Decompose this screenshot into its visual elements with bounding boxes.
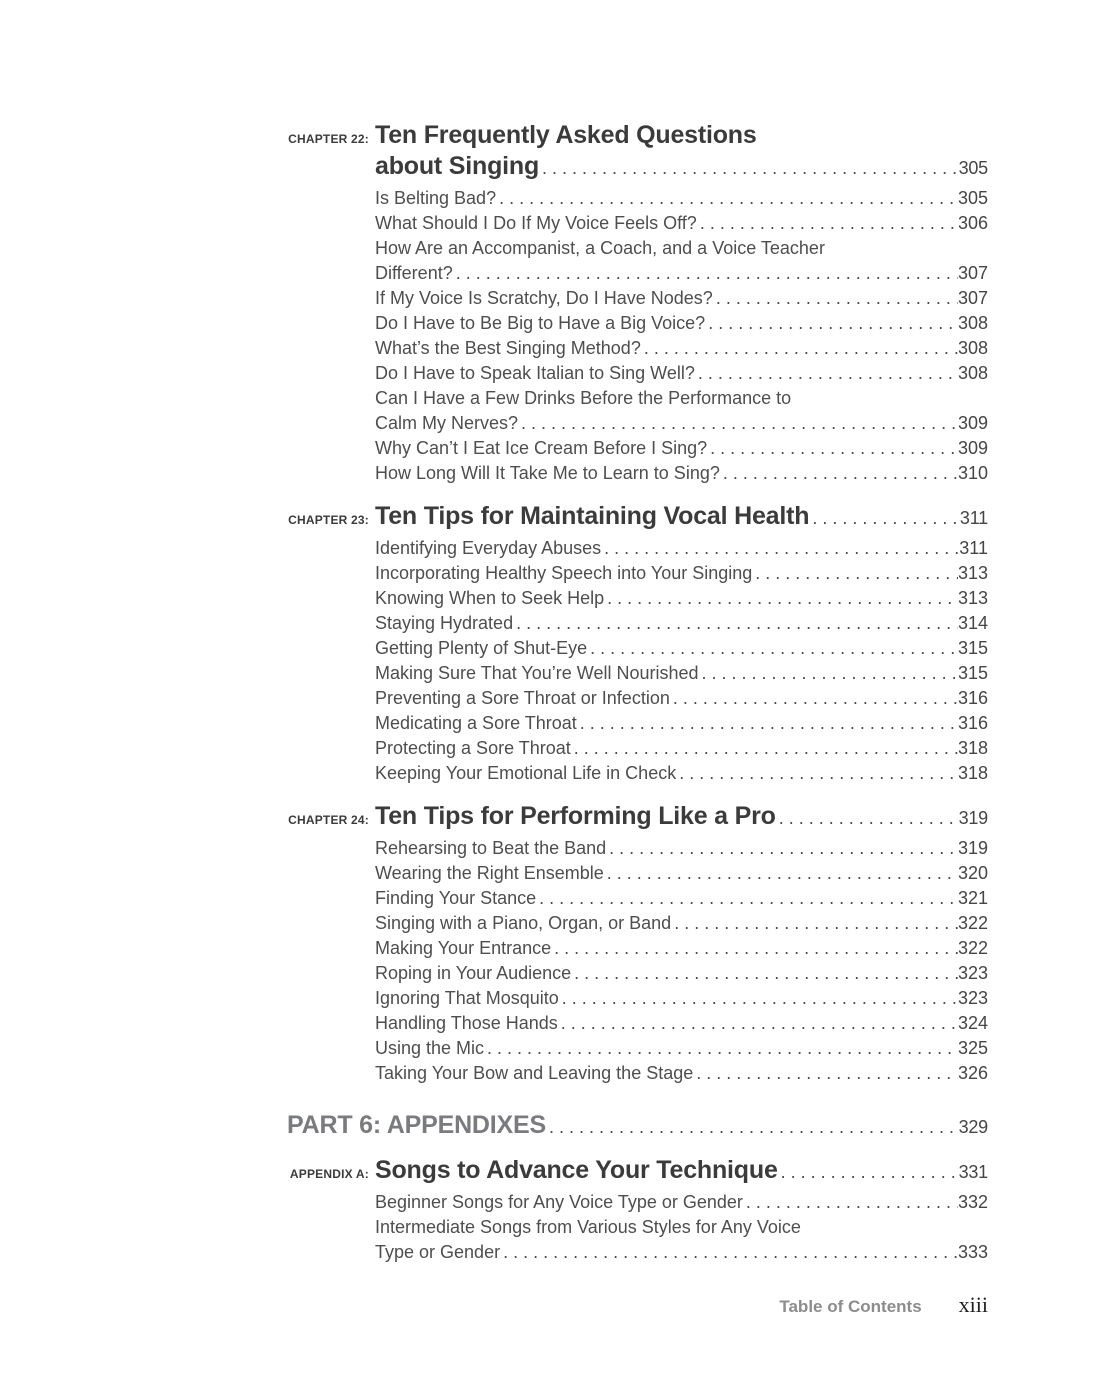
page-number: 322 [957, 938, 988, 958]
page-number: 305 [957, 188, 988, 208]
entry-line [375, 1240, 988, 1265]
dot-leader [778, 1160, 959, 1185]
toc-entry [375, 886, 988, 911]
entry-line [375, 461, 988, 486]
section-title-text: about Singing [375, 152, 540, 180]
section-label: APPENDIX A: [289, 1167, 369, 1181]
entry-title: Knowing When to Seek Help [375, 588, 605, 608]
page-number: 320 [957, 863, 988, 883]
entry-title: Can I Have a Few Drinks Before the Performance to [375, 388, 792, 408]
page-number: 324 [957, 1013, 988, 1033]
dot-leader [776, 806, 959, 831]
entry-line [375, 986, 988, 1011]
dot-leader [705, 311, 958, 336]
dot-leader [752, 561, 958, 586]
dot-leader [707, 436, 958, 461]
entry-title: Do I Have to Speak Italian to Sing Well? [375, 363, 695, 383]
dot-leader [518, 411, 958, 436]
toc-entry [375, 361, 988, 386]
entry-title: Wearing the Right Ensemble [375, 863, 604, 883]
section-title [375, 120, 988, 184]
entry-line [375, 636, 988, 661]
dot-leader [720, 461, 958, 486]
section-title-line [375, 501, 988, 534]
entry-title: How Are an Accompanist, a Coach, and a Voice Teacher [375, 238, 825, 258]
entry-line [375, 1190, 988, 1215]
page-number: 307 [957, 288, 988, 308]
entry-title: Taking Your Bow and Leaving the Stage [375, 1063, 694, 1083]
page-number: 308 [957, 338, 988, 358]
page-number: 323 [957, 963, 988, 983]
entry-title: Is Belting Bad? [375, 188, 497, 208]
entry-title: Preventing a Sore Throat or Infection [375, 688, 670, 708]
dot-leader [809, 506, 960, 531]
footer-page-number: xiii [958, 1292, 988, 1317]
entry-line [375, 436, 988, 461]
entry-title: Identifying Everyday Abuses [375, 538, 602, 558]
entry-title: Type or Gender [375, 1242, 501, 1262]
page-number: 333 [957, 1242, 988, 1262]
page-number: 309 [957, 413, 988, 433]
toc-entry [375, 961, 988, 986]
toc-section [287, 1110, 988, 1143]
dot-leader [571, 736, 958, 761]
entry-line [375, 961, 988, 986]
toc-entry [375, 911, 988, 936]
entry-title: Medicating a Sore Throat [375, 713, 577, 733]
toc-entry [375, 736, 988, 761]
page-number: 311 [959, 538, 988, 558]
entry-list [375, 836, 988, 1086]
toc-entry [375, 186, 988, 211]
entry-line [375, 411, 988, 436]
toc-entry [375, 1215, 988, 1265]
section-title [375, 801, 988, 834]
entry-line [375, 861, 988, 886]
page-number: 321 [957, 888, 988, 908]
section-title-text: Songs to Advance Your Technique [375, 1156, 778, 1184]
entry-line [375, 1036, 988, 1061]
dot-leader [453, 261, 958, 286]
entry-title: Handling Those Hands [375, 1013, 558, 1033]
toc-section [287, 1155, 988, 1265]
entry-title: If My Voice Is Scratchy, Do I Have Nodes? [375, 288, 713, 308]
entry-list [375, 1190, 988, 1265]
entry-title: Finding Your Stance [375, 888, 537, 908]
dot-leader [601, 536, 959, 561]
entry-line [375, 536, 988, 561]
dot-leader [539, 156, 959, 181]
dot-leader [743, 1190, 958, 1215]
entry-title: Different? [375, 263, 453, 283]
page-number: 325 [957, 1038, 988, 1058]
toc-entry [375, 286, 988, 311]
entry-line [375, 1011, 988, 1036]
toc-entry [375, 586, 988, 611]
toc-entry [375, 936, 988, 961]
section-heading [287, 120, 988, 184]
section-title-text: Ten Tips for Performing Like a Pro [375, 802, 776, 830]
page-number: 313 [957, 563, 988, 583]
entry-title: Using the Mic [375, 1038, 485, 1058]
section-title [375, 1155, 988, 1188]
dot-leader [496, 186, 958, 211]
page-number: 310 [957, 463, 988, 483]
page-number: 313 [957, 588, 988, 608]
entry-title: Making Your Entrance [375, 938, 552, 958]
toc-entry [375, 1190, 988, 1215]
entry-title: Calm My Nerves? [375, 413, 519, 433]
section-title [287, 1110, 988, 1143]
dot-leader [546, 1115, 959, 1140]
toc-entry [375, 661, 988, 686]
dot-leader [670, 686, 958, 711]
entry-line [375, 761, 988, 786]
section-heading [287, 801, 988, 834]
section-label: CHAPTER 22: [288, 132, 369, 146]
entry-line [375, 836, 988, 861]
page-number: 323 [957, 988, 988, 1008]
dot-leader [536, 886, 958, 911]
toc-entry [375, 636, 988, 661]
toc-section [287, 501, 988, 786]
toc-entry [375, 1061, 988, 1086]
page-number: 306 [957, 213, 988, 233]
section-title-text: Ten Frequently Asked Questions [375, 121, 757, 149]
page-number: 326 [957, 1063, 988, 1083]
entry-line [375, 261, 988, 286]
toc-entry [375, 211, 988, 236]
dot-leader [641, 336, 958, 361]
page-number: 315 [957, 663, 988, 683]
toc-entry [375, 761, 988, 786]
entry-title: Rehearsing to Beat the Band [375, 838, 607, 858]
dot-leader [604, 861, 958, 886]
toc-entry [375, 711, 988, 736]
toc-section [287, 801, 988, 1086]
dot-leader [697, 211, 958, 236]
page-number: 308 [957, 363, 988, 383]
page-number: 308 [957, 313, 988, 333]
entry-line [375, 611, 988, 636]
toc-entry [375, 386, 988, 436]
dot-leader [571, 961, 958, 986]
section-title-line [375, 151, 988, 184]
entry-line [375, 911, 988, 936]
entry-title: What’s the Best Singing Method? [375, 338, 641, 358]
dot-leader [676, 761, 958, 786]
entry-title: Beginner Songs for Any Voice Type or Gender [375, 1192, 743, 1212]
entry-line [375, 1061, 988, 1086]
entry-line [375, 236, 988, 261]
dot-leader [577, 711, 958, 736]
entry-line [375, 211, 988, 236]
entry-line [375, 286, 988, 311]
toc-entry [375, 1036, 988, 1061]
entry-title: Singing with a Piano, Organ, or Band [375, 913, 672, 933]
page-number: 331 [958, 1162, 988, 1182]
entry-line [375, 1215, 988, 1240]
entry-title: What Should I Do If My Voice Feels Off? [375, 213, 697, 233]
entry-title: Roping in Your Audience [375, 963, 572, 983]
entry-title: Protecting a Sore Throat [375, 738, 571, 758]
page-number: 318 [957, 738, 988, 758]
toc-entry [375, 611, 988, 636]
toc-entry [375, 686, 988, 711]
entry-line [375, 686, 988, 711]
page-number: 332 [957, 1192, 988, 1212]
dot-leader [713, 286, 958, 311]
page-number: 316 [957, 713, 988, 733]
section-label: CHAPTER 23: [288, 513, 369, 527]
dot-leader [484, 1036, 958, 1061]
dot-leader [551, 936, 958, 961]
page-number: 307 [957, 263, 988, 283]
entry-line [375, 561, 988, 586]
dot-leader [693, 1061, 958, 1086]
entry-title: How Long Will It Take Me to Learn to Sing? [375, 463, 720, 483]
page-number: 322 [957, 913, 988, 933]
entry-line [375, 311, 988, 336]
section-title-line [375, 1155, 988, 1188]
toc-entry [375, 536, 988, 561]
page-number: 314 [957, 613, 988, 633]
page-number: 305 [958, 158, 988, 178]
entry-title: Staying Hydrated [375, 613, 514, 633]
section-heading [287, 501, 988, 534]
dot-leader [671, 911, 958, 936]
dot-leader [513, 611, 958, 636]
page-number: 316 [957, 688, 988, 708]
entry-line [375, 586, 988, 611]
toc-section [287, 120, 988, 486]
page-number: 309 [957, 438, 988, 458]
entry-line [375, 886, 988, 911]
section-title-text: Ten Tips for Maintaining Vocal Health [375, 502, 810, 530]
entry-line [375, 711, 988, 736]
toc-entry [375, 836, 988, 861]
page-number: 319 [957, 838, 988, 858]
section-title-text: PART 6: APPENDIXES [287, 1111, 546, 1139]
entry-line [375, 936, 988, 961]
dot-leader [699, 661, 958, 686]
entry-title: Why Can’t I Eat Ice Cream Before I Sing? [375, 438, 708, 458]
entry-line [375, 361, 988, 386]
dot-leader [559, 986, 958, 1011]
toc-entry [375, 461, 988, 486]
dot-leader [695, 361, 958, 386]
entry-line [375, 736, 988, 761]
toc-entry [375, 1011, 988, 1036]
section-title-line [375, 120, 988, 151]
section-heading [287, 1110, 988, 1143]
entry-title: Do I Have to Be Big to Have a Big Voice? [375, 313, 706, 333]
entry-list [375, 536, 988, 786]
section-label: CHAPTER 24: [288, 813, 369, 827]
toc-entry [375, 986, 988, 1011]
dot-leader [604, 586, 958, 611]
section-title-line [375, 801, 988, 834]
entry-title: Keeping Your Emotional Life in Check [375, 763, 677, 783]
entry-title: Getting Plenty of Shut-Eye [375, 638, 588, 658]
entry-title: Ignoring That Mosquito [375, 988, 559, 1008]
toc-entry [375, 436, 988, 461]
toc-entry [375, 336, 988, 361]
entry-title: Intermediate Songs from Various Styles for Any Voice [375, 1217, 801, 1237]
page-footer [779, 1292, 988, 1318]
dot-leader [558, 1011, 958, 1036]
entry-line [375, 186, 988, 211]
page-number: 315 [957, 638, 988, 658]
section-title-line [287, 1110, 988, 1143]
footer-section-label: Table of Contents [779, 1297, 922, 1316]
page-number: 311 [959, 508, 988, 528]
dot-leader [500, 1240, 958, 1265]
page-number: 319 [958, 808, 988, 828]
section-heading [287, 1155, 988, 1188]
page-number: 318 [957, 763, 988, 783]
entry-line [375, 661, 988, 686]
table-of-contents [287, 120, 988, 1265]
entry-list [375, 186, 988, 486]
dot-leader [587, 636, 958, 661]
dot-leader [606, 836, 958, 861]
section-title [375, 501, 988, 534]
entry-line [375, 386, 988, 411]
toc-entry [375, 236, 988, 286]
entry-title: Incorporating Healthy Speech into Your Singing [375, 563, 753, 583]
toc-entry [375, 861, 988, 886]
page-number: 329 [958, 1117, 988, 1137]
toc-entry [375, 561, 988, 586]
entry-title: Making Sure That You’re Well Nourished [375, 663, 699, 683]
entry-line [375, 336, 988, 361]
toc-entry [375, 311, 988, 336]
